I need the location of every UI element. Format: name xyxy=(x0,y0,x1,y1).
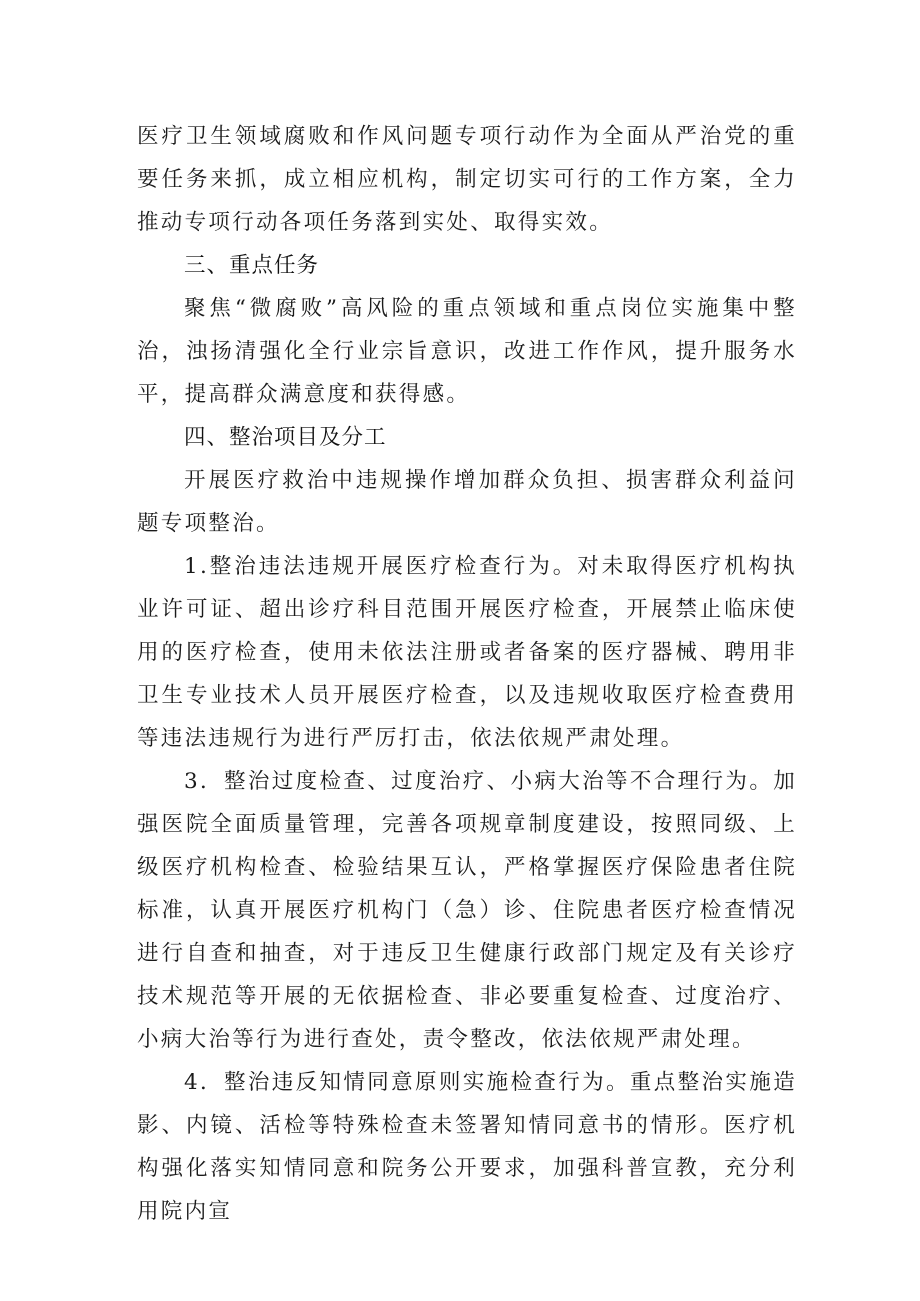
paragraph-rectification-intro: 开展医疗救治中违规操作增加群众负担、损害群众利益问题专项整治。 xyxy=(137,468,797,536)
section-heading-rectification: 四、整治项目及分工 xyxy=(184,425,387,450)
paragraph-key-tasks: 聚焦“微腐败”高风险的重点领域和重点岗位实施集中整治，浊扬清强化全行业宗旨意识，改进工作作风，提升服务水平，提高群众满意度和获得感。 xyxy=(137,296,797,407)
section-heading-key-tasks: 三、重点任务 xyxy=(184,253,320,278)
document-body xyxy=(137,115,797,1233)
paragraph-item-3: 3．整治过度检查、过度治疗、小病大治等不合理行为。加强医院全面质量管理，完善各项规章制度建设，按照同级、上级医疗机构检查、检验结果互认，严格掌握医疗保险患者住院标准，认真开展医疗机构门（急）诊、住院患者医疗检查情况进行自查和抽查，对于违反卫生健康行政部门规定及有关诊疗技术规范等开展的无依据检查、非必要重复检查、过度治疗、小病大治等行为进行查处，责令整改，依法依规严肃处理。 xyxy=(137,769,797,1052)
paragraph-item-4: 4．整治违反知情同意原则实施检查行为。重点整治实施造影、内镜、活检等特殊检查未签署知情同意书的情形。医疗机构强化落实知情同意和院务公开要求，加强科普宣教，充分利用院内宣 xyxy=(137,1070,797,1224)
paragraph-item-1: 1.整治违法违规开展医疗检查行为。对未取得医疗机构执业许可证、超出诊疗科目范围开展医疗检查，开展禁止临床使用的医疗检查，使用未依法注册或者备案的医疗器械、聘用非卫生专业技术人员开展医疗检查，以及违规收取医疗检查费用等违法违规行为进行严厉打击，依法依规严肃处理。 xyxy=(137,554,797,751)
paragraph-intro: 医疗卫生领域腐败和作风问题专项行动作为全面从严治党的重要任务来抓，成立相应机构，制定切实可行的工作方案，全力推动专项行动各项任务落到实处、取得实效。 xyxy=(137,124,797,235)
